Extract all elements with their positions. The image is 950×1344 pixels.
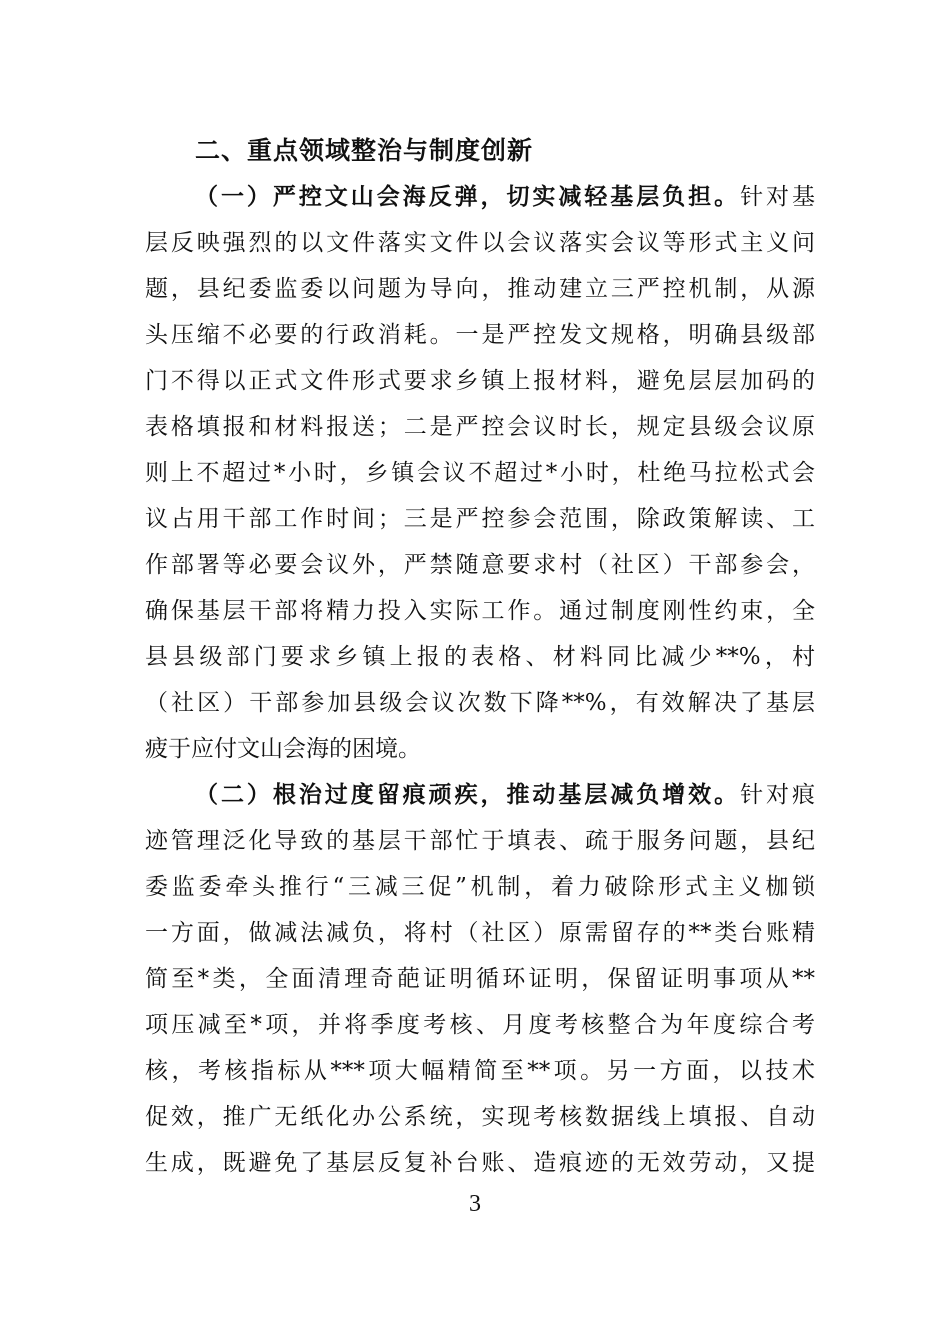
paragraph-line: 作部署等必要会议外，严禁随意要求村（社区）干部参会， bbox=[145, 552, 815, 578]
paragraph-line: 题，县纪委监委以问题为导向，推动建立三严控机制，从源 bbox=[145, 276, 815, 302]
paragraph-line: 迹管理泛化导致的基层干部忙于填表、疏于服务问题，县纪 bbox=[145, 828, 815, 854]
paragraph-line: 门不得以正式文件形式要求乡镇上报材料，避免层层加码的 bbox=[145, 368, 815, 394]
paragraph-line: 生成，既避免了基层反复补台账、造痕迹的无效劳动，又提 bbox=[145, 1150, 815, 1176]
paragraph-line: 简至*类，全面清理奇葩证明循环证明，保留证明事项从** bbox=[145, 966, 815, 992]
paragraph-line: 疲于应付文山会海的困境。 bbox=[145, 736, 421, 762]
paragraph-line: 层反映强烈的以文件落实文件以会议落实会议等形式主义问 bbox=[145, 230, 815, 256]
paragraph-line: 项压减至*项，并将季度考核、月度考核整合为年度综合考 bbox=[145, 1012, 815, 1038]
paragraph-line: 议占用干部工作时间；三是严控参会范围，除政策解读、工 bbox=[145, 506, 815, 532]
paragraph-line: 表格填报和材料报送；二是严控会议时长，规定县级会议原 bbox=[145, 414, 815, 440]
paragraph-line: 则上不超过*小时，乡镇会议不超过*小时，杜绝马拉松式会 bbox=[145, 460, 815, 486]
section-heading: 二、重点领域整治与制度创新 bbox=[195, 136, 534, 165]
paragraph-lead: （二）根治过度留痕顽疾，推动基层减负增效。 bbox=[195, 781, 741, 808]
paragraph-line: 一方面，做减法减负，将村（社区）原需留存的**类台账精 bbox=[145, 920, 815, 946]
paragraph-line: 确保基层干部将精力投入实际工作。通过制度刚性约束，全 bbox=[145, 598, 815, 624]
paragraph-line: 委监委牵头推行“三减三促”机制，着力破除形式主义枷锁 bbox=[145, 874, 815, 900]
paragraph-line: 头压缩不必要的行政消耗。一是严控发文规格，明确县级部 bbox=[145, 322, 815, 348]
paragraph-first-line bbox=[195, 772, 815, 818]
paragraph-lead: （一）严控文山会海反弹，切实减轻基层负担。 bbox=[195, 183, 741, 210]
paragraph-first-line bbox=[195, 174, 815, 220]
paragraph-line: 促效，推广无纸化办公系统，实现考核数据线上填报、自动 bbox=[145, 1104, 815, 1130]
page-number: 3 bbox=[469, 1191, 481, 1217]
paragraph-line: 县县级部门要求乡镇上报的表格、材料同比减少**%，村 bbox=[145, 644, 815, 670]
paragraph-line: 核，考核指标从***项大幅精简至**项。另一方面，以技术 bbox=[145, 1058, 815, 1084]
paragraph-line: （社区）干部参加县级会议次数下降**%，有效解决了基层 bbox=[145, 690, 815, 716]
paragraph-text: 针对痕 bbox=[740, 782, 816, 808]
paragraph-text: 针对基 bbox=[740, 184, 816, 210]
